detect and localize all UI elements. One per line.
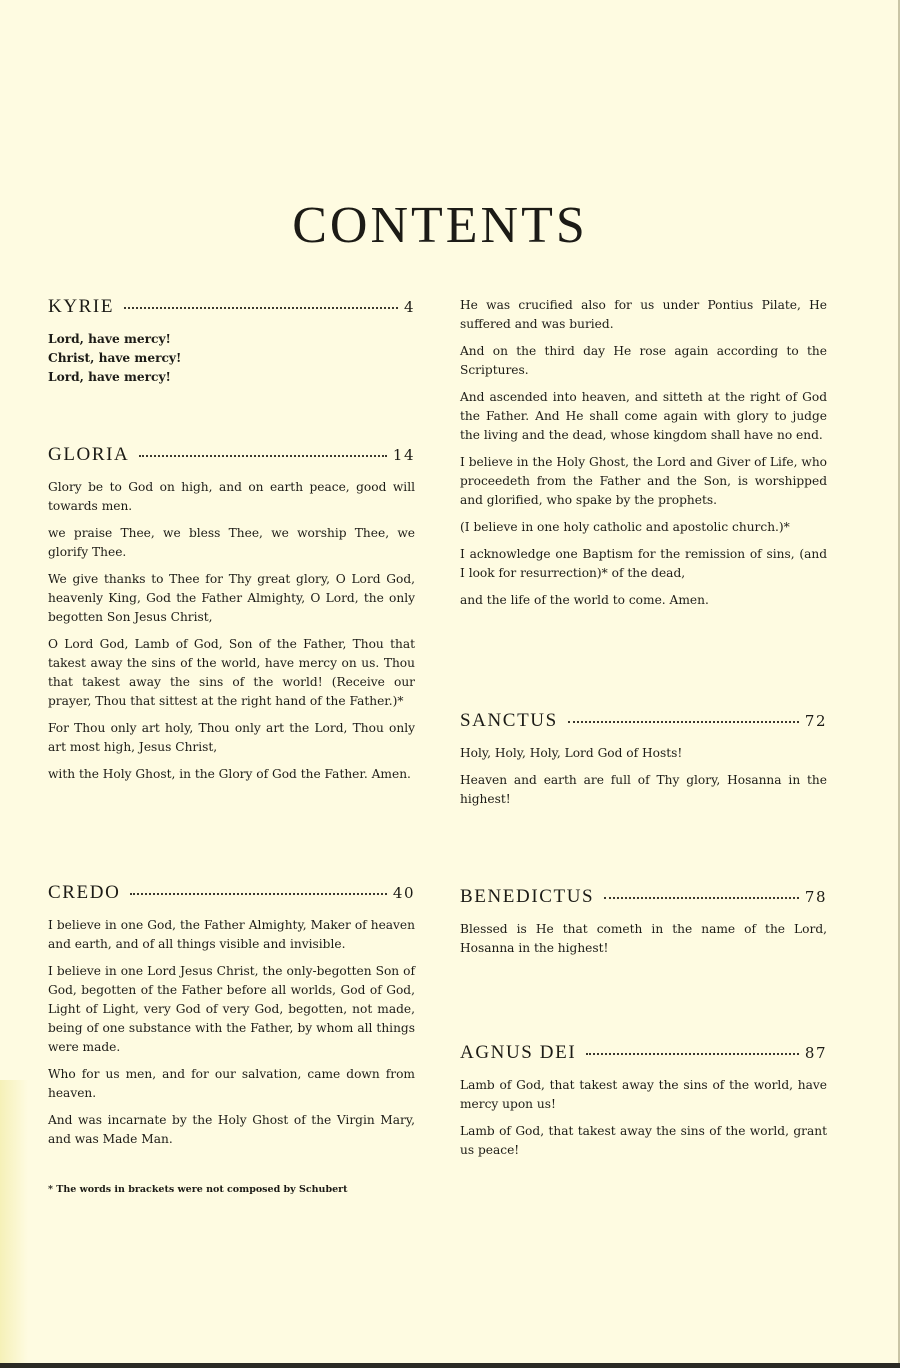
toc-entry-gloria[interactable]	[48, 444, 415, 466]
paragraph: we praise Thee, we bless Thee, we worship Thee, we glorify Thee.	[48, 526, 415, 559]
page-number: 40	[392, 884, 415, 902]
dot-leader	[604, 896, 799, 899]
paragraph: Blessed is He that cometh in the name of the Lord, Hosanna in the highest!	[460, 922, 827, 955]
toc-entry-kyrie[interactable]	[48, 296, 415, 318]
section-title: KYRIE	[48, 296, 115, 317]
section-agnus-dei	[460, 1042, 827, 1168]
dot-leader	[568, 720, 799, 723]
paragraph: And ascended into heaven, and sitteth at the right of God the Father. And He shall come again with glory to judge the living and the dead, whose kingdom shall have no end.	[460, 390, 827, 442]
paragraph: I believe in the Holy Ghost, the Lord and Giver of Life, who proceedeth from the Father and the Son, is worshipped and glorified, who spake by the prophets.	[460, 455, 827, 507]
section-title: SANCTUS	[460, 710, 558, 731]
paragraph: Glory be to God on high, and on earth peace, good will towards men.	[48, 480, 415, 513]
paragraph: Holy, Holy, Holy, Lord God of Hosts!	[460, 746, 683, 760]
section-title: CREDO	[48, 882, 121, 903]
section-credo	[48, 882, 415, 1157]
paragraph: I believe in one God, the Father Almighty, Maker of heaven and earth, and of all things visible and invisible.	[48, 918, 415, 951]
dot-leader	[139, 454, 387, 457]
page-number: 4	[403, 298, 415, 316]
section-benedictus	[460, 886, 827, 966]
paragraph: I believe in one Lord Jesus Christ, the only-begotten Son of God, begotten of the Father before all worlds, God of God, Light of Light, very God of very God, begotten, not made, being of one substance with the Father, by whom all things were made.	[48, 964, 415, 1054]
text-line: Lord, have mercy!	[48, 332, 171, 346]
section-gloria	[48, 444, 415, 792]
section-title: GLORIA	[48, 444, 130, 465]
toc-entry-sanctus[interactable]	[460, 710, 827, 732]
page-edge-bottom	[0, 1363, 900, 1368]
toc-entry-benedictus[interactable]	[460, 886, 827, 908]
section-title: BENEDICTUS	[460, 886, 595, 907]
paragraph: Lamb of God, that takest away the sins of the world, grant us peace!	[460, 1124, 827, 1157]
page-title: CONTENTS	[292, 197, 588, 254]
toc-entry-credo[interactable]	[48, 882, 415, 904]
paragraph: And on the third day He rose again according to the Scriptures.	[460, 344, 827, 377]
dot-leader	[124, 306, 398, 309]
paragraph: And was incarnate by the Holy Ghost of the Virgin Mary, and was Made Man.	[48, 1113, 415, 1146]
page-number: 78	[804, 888, 827, 906]
section-kyrie	[48, 296, 415, 387]
paragraph: and the life of the world to come. Amen.	[460, 593, 709, 607]
section-credo-continued	[460, 296, 827, 618]
page-number: 87	[804, 1044, 827, 1062]
paragraph: Heaven and earth are full of Thy glory, Hosanna in the highest!	[460, 773, 827, 806]
paragraph: (I believe in one holy catholic and apostolic church.)*	[460, 520, 790, 534]
section-sanctus	[460, 710, 827, 817]
text-line: Christ, have mercy!	[48, 351, 182, 365]
section-title: AGNUS DEI	[460, 1042, 577, 1063]
toc-entry-agnus-dei[interactable]	[460, 1042, 827, 1064]
paragraph: with the Holy Ghost, in the Glory of God the Father. Amen.	[48, 767, 411, 781]
text-line: Lord, have mercy!	[48, 370, 171, 384]
paragraph: Lamb of God, that takest away the sins of the world, have mercy upon us!	[460, 1078, 827, 1111]
page-edge-shading	[0, 1080, 28, 1368]
dot-leader	[586, 1052, 799, 1055]
paragraph: O Lord God, Lamb of God, Son of the Father, Thou that takest away the sins of the world, have mercy on us. Thou that takest away the sins of the world! (Receive our prayer, Thou that sittest at the right hand of the Father.)*	[48, 637, 415, 708]
footnote: * The words in brackets were not composed by Schubert	[48, 1184, 348, 1195]
page-number: 14	[392, 446, 415, 464]
paragraph: He was crucified also for us under Pontius Pilate, He suffered and was buried.	[460, 298, 827, 331]
paragraph: Who for us men, and for our salvation, came down from heaven.	[48, 1067, 415, 1100]
paragraph: I acknowledge one Baptism for the remission of sins, (and I look for resurrection)* of the dead,	[460, 547, 827, 580]
dot-leader	[130, 892, 387, 895]
page-number: 72	[804, 712, 827, 730]
paragraph: We give thanks to Thee for Thy great glory, O Lord God, heavenly King, God the Father Almighty, O Lord, the only begotten Son Jesus Christ,	[48, 572, 415, 624]
paragraph: For Thou only art holy, Thou only art the Lord, Thou only art most high, Jesus Christ,	[48, 721, 415, 754]
